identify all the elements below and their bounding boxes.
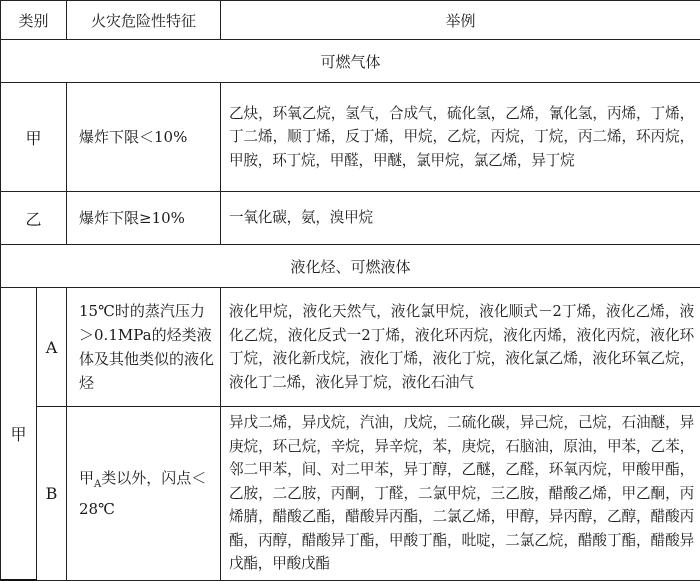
feature-cell: 15℃时的蒸汽压力＞0.1MPa的烃类液体及其他类似的液化烃 xyxy=(67,288,221,407)
section-title-gas: 可燃气体 xyxy=(1,40,700,83)
examples-cell: 异戊二烯，异戊烷，汽油，戊烷，二硫化碳，异己烷，己烷，石油醚，异庚烷，环己烷，辛烷，异辛烷，苯，庚烷，石脑油，原油，甲苯，乙苯，邻二甲苯，间、对二甲苯，异丁醇，乙醚，乙醛，环氧丙烷，甲酸甲酯，乙胺，二乙胺，丙酮，丁醛，二氯甲烷，三乙胺，醋酸乙烯，甲乙酮，丙烯腈，醋酸乙酯，醋酸异丙酯，二氯乙烯，甲醇，异丙醇，乙醇，醋酸丙酯，丙醇，醋酸异丁酯，甲酸丁酯，吡啶，二氯乙烷，醋酸丁酯，醋酸异戊酯，甲酸戊酯 xyxy=(221,407,700,581)
feature-prefix: 甲 xyxy=(79,469,94,487)
category-cell: 甲 xyxy=(1,83,67,192)
subcategory-cell: B xyxy=(37,407,67,581)
examples-cell: 液化甲烷，液化天然气，液化氯甲烷，液化顺式－2丁烯，液化乙烯，液化乙烷，液化反式一2丁烯，液化环丙烷，液化丙烯，液化丙烷，液化环丁烷，液化新戊烷，液化丁烯，液化丁烷，液化氯乙烯，液化环氧乙烷，液化丁二烯，液化异丁烷，液化石油气 xyxy=(221,288,700,407)
feature-cell: 爆炸下限≥10% xyxy=(67,192,221,245)
header-feature: 火灾危险性特征 xyxy=(67,1,221,40)
table-row xyxy=(1,192,700,245)
category-cell: 甲 xyxy=(1,288,37,581)
examples-cell: 一氧化碳，氨，溴甲烷 xyxy=(221,192,700,245)
feature-subscript: A xyxy=(94,479,101,490)
header-row xyxy=(1,1,700,40)
table-row xyxy=(1,288,700,407)
examples-cell: 乙炔，环氧乙烷，氢气，合成气，硫化氢，乙烯，氰化氢，丙烯，丁烯，丁二烯，顺丁烯，反丁烯，甲烷，乙烷，丙烷，丁烷，丙二烯，环丙烷，甲胺，环丁烷，甲醛，甲醚，氯甲烷，氯乙烯，异丁烷 xyxy=(221,83,700,192)
header-examples: 举例 xyxy=(221,1,700,40)
feature-cell: 爆炸下限＜10% xyxy=(67,83,221,192)
subcategory-cell: A xyxy=(37,288,67,407)
category-cell: 乙 xyxy=(1,192,67,245)
section-title-liquid: 液化烃、可燃液体 xyxy=(1,245,700,288)
feature-cell xyxy=(67,407,221,581)
table-row xyxy=(1,83,700,192)
section-row xyxy=(1,245,700,288)
header-category: 类别 xyxy=(1,1,67,40)
table-row xyxy=(1,407,700,581)
section-row xyxy=(1,40,700,83)
feature-suffix: 类以外，闪点＜28℃ xyxy=(79,469,206,518)
